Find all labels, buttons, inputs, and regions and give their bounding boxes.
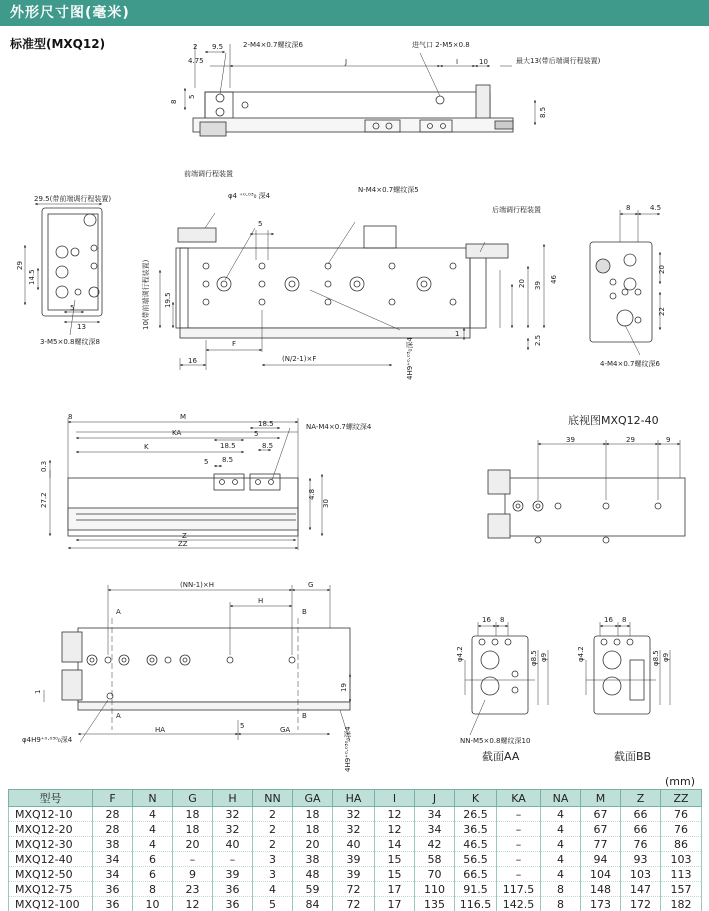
table-cell: 34 xyxy=(93,867,133,882)
table-header-cell: KA xyxy=(497,790,541,807)
svg-text:16: 16 xyxy=(482,616,491,624)
table-cell: 157 xyxy=(661,882,702,897)
table-cell: 8 xyxy=(541,882,581,897)
svg-text:φ8.5: φ8.5 xyxy=(652,650,660,666)
table-cell: 28 xyxy=(93,807,133,822)
svg-text:(NN-1)×H: (NN-1)×H xyxy=(180,581,215,589)
table-cell: 38 xyxy=(93,837,133,852)
svg-text:5: 5 xyxy=(70,304,75,312)
table-cell: 67 xyxy=(581,822,621,837)
svg-text:4.8: 4.8 xyxy=(308,488,316,500)
table-cell: – xyxy=(497,822,541,837)
svg-text:φ9: φ9 xyxy=(540,652,548,662)
table-cell: 4 xyxy=(133,807,173,822)
svg-text:2-M4×0.7螺纹深6: 2-M4×0.7螺纹深6 xyxy=(243,41,303,49)
table-cell: 46.5 xyxy=(455,837,497,852)
table-cell: 3 xyxy=(253,852,293,867)
unit-label: (mm) xyxy=(664,775,695,788)
svg-text:4H9⁺⁰·⁰³₀深4: 4H9⁺⁰·⁰³₀深4 xyxy=(406,337,414,380)
table-cell: 20 xyxy=(173,837,213,852)
svg-text:27.2: 27.2 xyxy=(40,492,48,508)
table-cell: 36 xyxy=(93,882,133,897)
table-cell: 32 xyxy=(213,822,253,837)
table-cell: 17 xyxy=(375,882,415,897)
table-header-cell: NN xyxy=(253,790,293,807)
table-row xyxy=(9,882,702,897)
table-cell: 59 xyxy=(293,882,333,897)
svg-text:29.5(带前端调行程装置): 29.5(带前端调行程装置) xyxy=(34,195,112,203)
svg-text:8.5: 8.5 xyxy=(539,106,547,118)
svg-text:GA: GA xyxy=(280,726,291,734)
svg-text:29: 29 xyxy=(626,436,635,444)
table-cell: 20 xyxy=(293,837,333,852)
table-cell: 6 xyxy=(133,852,173,867)
svg-text:10(带前端调行程装置): 10(带前端调行程装置) xyxy=(142,259,150,330)
table-cell: 18 xyxy=(293,822,333,837)
section-subtitle: 标准型(MXQ12) xyxy=(10,37,106,51)
svg-text:A: A xyxy=(116,712,121,720)
table-header-cell: I xyxy=(375,790,415,807)
table-cell: 72 xyxy=(333,882,375,897)
table-cell: 117.5 xyxy=(497,882,541,897)
svg-text:39: 39 xyxy=(566,436,575,444)
svg-text:底视图MXQ12-40: 底视图MXQ12-40 xyxy=(568,414,659,427)
table-cell: 6 xyxy=(133,867,173,882)
svg-text:N-M4×0.7螺纹深5: N-M4×0.7螺纹深5 xyxy=(358,186,419,194)
table-header-cell: 型号 xyxy=(9,790,93,807)
section-aa xyxy=(465,622,548,735)
svg-text:20: 20 xyxy=(518,279,526,288)
svg-text:F: F xyxy=(232,340,237,348)
table-cell: 23 xyxy=(173,882,213,897)
table-row xyxy=(9,807,702,822)
table-cell: 8 xyxy=(541,897,581,911)
svg-text:22: 22 xyxy=(658,307,666,316)
table-cell: 3 xyxy=(253,867,293,882)
table-cell: 15 xyxy=(375,867,415,882)
table-cell: 172 xyxy=(621,897,661,911)
table-cell: – xyxy=(173,852,213,867)
table-cell: 94 xyxy=(581,852,621,867)
svg-text:2: 2 xyxy=(193,43,198,51)
svg-text:10: 10 xyxy=(479,58,488,66)
table-header-cell: H xyxy=(213,790,253,807)
svg-text:19: 19 xyxy=(340,683,348,692)
table-cell: 4 xyxy=(133,822,173,837)
svg-text:8.5: 8.5 xyxy=(262,442,274,450)
table-cell: MXQ12-10 xyxy=(9,807,93,822)
main-side-view xyxy=(160,213,544,370)
svg-text:1: 1 xyxy=(455,330,460,338)
table-cell: – xyxy=(213,852,253,867)
table-cell: 66 xyxy=(621,807,661,822)
svg-text:8: 8 xyxy=(68,413,73,421)
svg-text:20: 20 xyxy=(658,265,666,274)
table-cell: 9 xyxy=(173,867,213,882)
table-row xyxy=(9,897,702,911)
page-header xyxy=(0,0,709,26)
svg-text:ZZ: ZZ xyxy=(178,540,188,548)
svg-text:φ4.2: φ4.2 xyxy=(456,646,464,662)
table-cell: 34 xyxy=(415,822,455,837)
table-cell: 76 xyxy=(621,837,661,852)
table-cell: 12 xyxy=(375,807,415,822)
svg-text:后端调行程装置: 后端调行程装置 xyxy=(492,206,541,214)
svg-text:3-M5×0.8螺纹深8: 3-M5×0.8螺纹深8 xyxy=(40,338,100,346)
table-cell: 8 xyxy=(133,882,173,897)
table-cell: 34 xyxy=(415,807,455,822)
svg-text:4-M4×0.7螺纹深6: 4-M4×0.7螺纹深6 xyxy=(600,360,660,368)
svg-text:8: 8 xyxy=(170,99,178,104)
svg-text:16: 16 xyxy=(188,357,197,365)
table-cell: – xyxy=(497,807,541,822)
table-cell: 15 xyxy=(375,852,415,867)
table-header-cell: Z xyxy=(621,790,661,807)
table-cell: 4 xyxy=(541,852,581,867)
table-cell: MXQ12-30 xyxy=(9,837,93,852)
svg-text:8: 8 xyxy=(622,616,627,624)
table-cell: 4 xyxy=(541,807,581,822)
table-cell: 110 xyxy=(415,882,455,897)
table-cell: 4 xyxy=(253,882,293,897)
table-header-cell: NA xyxy=(541,790,581,807)
table-cell: MXQ12-100 xyxy=(9,897,93,911)
table-header-cell: HA xyxy=(333,790,375,807)
table-body xyxy=(9,807,702,911)
table-cell: 18 xyxy=(293,807,333,822)
dimension-drawings xyxy=(0,30,709,775)
svg-text:(N/2-1)×F: (N/2-1)×F xyxy=(282,355,317,363)
table-cell: 36 xyxy=(213,897,253,911)
svg-text:18.5: 18.5 xyxy=(220,442,236,450)
svg-text:5: 5 xyxy=(204,458,209,466)
svg-text:30: 30 xyxy=(322,499,330,508)
svg-text:39: 39 xyxy=(534,281,542,290)
left-end-view xyxy=(25,204,102,335)
svg-text:NA-M4×0.7螺纹深4: NA-M4×0.7螺纹深4 xyxy=(306,423,372,431)
table-cell: 4 xyxy=(541,867,581,882)
table-cell: MXQ12-20 xyxy=(9,822,93,837)
table-cell: 76 xyxy=(661,822,702,837)
table-cell: MXQ12-40 xyxy=(9,852,93,867)
table-cell: 12 xyxy=(173,897,213,911)
table-cell: 86 xyxy=(661,837,702,852)
svg-text:φ9: φ9 xyxy=(662,652,670,662)
table-cell: – xyxy=(497,837,541,852)
svg-text:φ4 ⁺⁰·⁰³₀ 深4: φ4 ⁺⁰·⁰³₀ 深4 xyxy=(228,192,271,200)
svg-text:8: 8 xyxy=(626,204,631,212)
table-cell: 58 xyxy=(415,852,455,867)
svg-text:G: G xyxy=(308,581,314,589)
table-row xyxy=(9,867,702,882)
table-cell: 14 xyxy=(375,837,415,852)
table-cell: 40 xyxy=(333,837,375,852)
svg-text:5: 5 xyxy=(188,94,196,99)
table-cell: 5 xyxy=(253,897,293,911)
svg-text:KA: KA xyxy=(172,429,182,437)
table-cell: 39 xyxy=(213,867,253,882)
table-cell: 2 xyxy=(253,822,293,837)
table-cell: 77 xyxy=(581,837,621,852)
table-row xyxy=(9,837,702,852)
table-cell: 103 xyxy=(661,852,702,867)
table-cell: 36.5 xyxy=(455,822,497,837)
table-cell: 182 xyxy=(661,897,702,911)
page-title: 外形尺寸图(毫米) xyxy=(10,5,130,21)
table-cell: 76 xyxy=(661,807,702,822)
svg-text:截面BB: 截面BB xyxy=(614,750,652,763)
svg-text:46: 46 xyxy=(550,275,558,284)
svg-text:2.5: 2.5 xyxy=(534,334,542,346)
svg-text:H: H xyxy=(258,597,264,605)
table-cell: 148 xyxy=(581,882,621,897)
svg-text:M: M xyxy=(180,413,187,421)
table-cell: 56.5 xyxy=(455,852,497,867)
svg-text:前端调行程装置: 前端调行程装置 xyxy=(184,170,233,178)
table-header-cell: K xyxy=(455,790,497,807)
svg-text:8: 8 xyxy=(500,616,505,624)
svg-text:5: 5 xyxy=(240,722,245,730)
table-cell: 48 xyxy=(293,867,333,882)
table-header-cell: G xyxy=(173,790,213,807)
table-cell: 104 xyxy=(581,867,621,882)
table-cell: 17 xyxy=(375,897,415,911)
svg-text:4.5: 4.5 xyxy=(650,204,662,212)
table-header-cell: F xyxy=(93,790,133,807)
table-cell: – xyxy=(497,867,541,882)
table-cell: 66.5 xyxy=(455,867,497,882)
table-cell: 36 xyxy=(213,882,253,897)
table-cell: 32 xyxy=(213,807,253,822)
svg-text:HA: HA xyxy=(155,726,166,734)
table-cell: 2 xyxy=(253,807,293,822)
svg-text:19.5: 19.5 xyxy=(164,292,172,308)
table-cell: 28 xyxy=(93,822,133,837)
svg-text:截面AA: 截面AA xyxy=(482,750,520,763)
svg-text:16: 16 xyxy=(604,616,613,624)
svg-text:5: 5 xyxy=(254,430,259,438)
svg-text:J: J xyxy=(345,58,348,66)
svg-text:29: 29 xyxy=(16,261,24,270)
svg-text:进气口 2-M5×0.8: 进气口 2-M5×0.8 xyxy=(412,41,470,49)
table-cell: 39 xyxy=(333,867,375,882)
table-cell: 142.5 xyxy=(497,897,541,911)
table-header-cell: J xyxy=(415,790,455,807)
table-row xyxy=(9,852,702,867)
svg-text:A: A xyxy=(116,608,121,616)
svg-text:0.3: 0.3 xyxy=(40,460,48,472)
table-cell: 4 xyxy=(133,837,173,852)
table-cell: 67 xyxy=(581,807,621,822)
table-cell: 40 xyxy=(213,837,253,852)
table-cell: 93 xyxy=(621,852,661,867)
svg-text:9: 9 xyxy=(666,436,671,444)
table-cell: 4 xyxy=(541,822,581,837)
svg-text:4.75: 4.75 xyxy=(188,57,204,65)
svg-text:K: K xyxy=(144,443,149,451)
table-cell: 12 xyxy=(375,822,415,837)
svg-text:13: 13 xyxy=(77,323,86,331)
table-cell: 147 xyxy=(621,882,661,897)
table-header-cell: GA xyxy=(293,790,333,807)
table-cell: 116.5 xyxy=(455,897,497,911)
svg-text:Z: Z xyxy=(182,532,187,540)
svg-text:B: B xyxy=(302,608,307,616)
table-cell: 18 xyxy=(173,807,213,822)
table-cell: 38 xyxy=(293,852,333,867)
width-view xyxy=(50,418,322,550)
right-end-view xyxy=(590,210,660,355)
table-cell: MXQ12-75 xyxy=(9,882,93,897)
drawing-canvas xyxy=(0,30,709,775)
table-cell: 135 xyxy=(415,897,455,911)
table-cell: 72 xyxy=(333,897,375,911)
table-row xyxy=(9,822,702,837)
table-cell: 113 xyxy=(661,867,702,882)
table-cell: 70 xyxy=(415,867,455,882)
svg-text:8.5: 8.5 xyxy=(222,456,234,464)
table-cell: 32 xyxy=(333,822,375,837)
table-cell: 4 xyxy=(541,837,581,852)
table-cell: 42 xyxy=(415,837,455,852)
svg-text:1: 1 xyxy=(34,689,42,694)
table-header-cell: N xyxy=(133,790,173,807)
svg-text:5: 5 xyxy=(258,220,263,228)
svg-text:最大13(带后端调行程装置): 最大13(带后端调行程装置) xyxy=(516,57,601,65)
table-cell: 32 xyxy=(333,807,375,822)
svg-text:14.5: 14.5 xyxy=(28,269,36,285)
table-cell: 2 xyxy=(253,837,293,852)
table-cell: 103 xyxy=(621,867,661,882)
table-cell: 26.5 xyxy=(455,807,497,822)
table-cell: 34 xyxy=(93,852,133,867)
table-cell: 91.5 xyxy=(455,882,497,897)
svg-text:φ8.5: φ8.5 xyxy=(530,650,538,666)
table-cell: 84 xyxy=(293,897,333,911)
table-cell: 39 xyxy=(333,852,375,867)
svg-text:9.5: 9.5 xyxy=(212,43,224,51)
section-bb xyxy=(586,622,670,714)
svg-text:φ4H9⁺⁰·⁰³⁰₀深4: φ4H9⁺⁰·⁰³⁰₀深4 xyxy=(22,736,73,744)
svg-text:NN-M5×0.8螺纹深10: NN-M5×0.8螺纹深10 xyxy=(460,737,531,745)
svg-text:φ4.2: φ4.2 xyxy=(577,646,585,662)
svg-text:18.5: 18.5 xyxy=(258,420,274,428)
table-cell: 36 xyxy=(93,897,133,911)
table-cell: 173 xyxy=(581,897,621,911)
table-header-cell: M xyxy=(581,790,621,807)
svg-text:B: B xyxy=(302,712,307,720)
table-cell: 66 xyxy=(621,822,661,837)
table-cell: 10 xyxy=(133,897,173,911)
spec-table xyxy=(8,789,702,911)
table-cell: – xyxy=(497,852,541,867)
svg-text:4H9⁺⁰·⁰³⁰₀深4: 4H9⁺⁰·⁰³⁰₀深4 xyxy=(344,726,352,772)
table-cell: MXQ12-50 xyxy=(9,867,93,882)
svg-text:I: I xyxy=(456,58,459,66)
bottom-view xyxy=(488,440,685,543)
table-cell: 18 xyxy=(173,822,213,837)
table-header-cell: ZZ xyxy=(661,790,702,807)
table-header-row xyxy=(9,790,702,807)
